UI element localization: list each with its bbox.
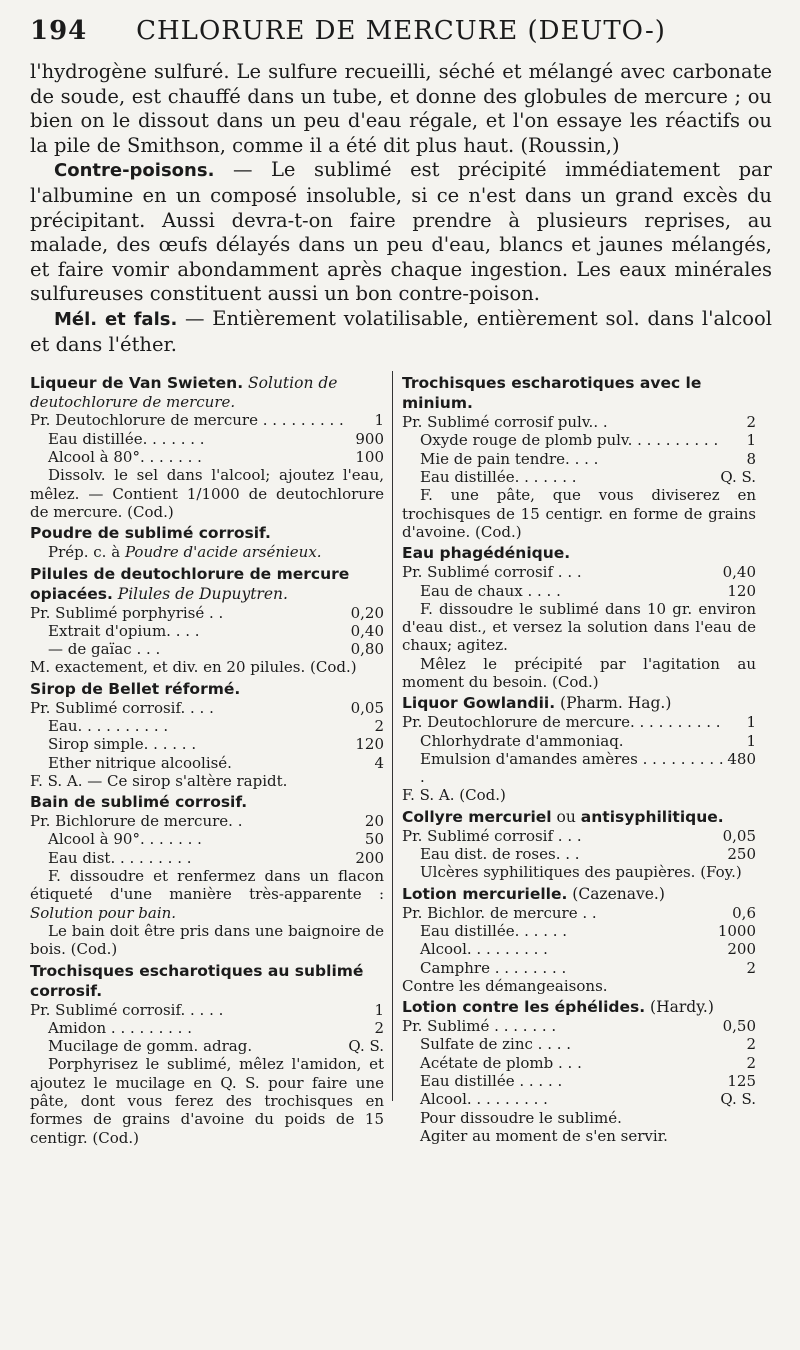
recipe-line: Ether nitrique alcoolisé. 4 — [48, 753, 384, 772]
recipe-line: Pr. Sublimé corrosif. . . . 0,05 — [30, 698, 384, 717]
recipe-line: Pr. Sublimé corrosif . . . 0,05 — [402, 826, 756, 845]
intro-text — [30, 60, 772, 357]
recipe-line: Pr. Deutochlorure de mercure . . . . . . . . . 1 — [30, 411, 384, 430]
entry-title: Eau phagédénique. — [402, 544, 571, 563]
recipe-line: Pr. Sublimé corrosif pulv.. . 2 — [402, 413, 756, 432]
entry-trochisques-sublime — [30, 961, 384, 1147]
recipe-line: Oxyde rouge de plomb pulv. . . . . . . . . . 1 — [420, 431, 756, 450]
entry-text: Dissolv. le sel dans l'alcool; ajoutez l'eau, mêlez. — Contient 1/1000 de deutochlorure de mercure. (Cod.) — [30, 466, 384, 521]
recipe-line: Extrait d'opium. . . . 0,40 — [48, 621, 384, 640]
recipe-line: Pr. Bichlor. de mercure . . 0,6 — [402, 903, 756, 922]
recipe-line: Alcool. . . . . . . . . 200 — [420, 940, 756, 959]
entry-pilules-deutochlorure — [30, 564, 384, 677]
entry-text: Ulcères syphilitiques des paupières. (Foy.) — [420, 863, 742, 882]
mel-fals-text: — Entièrement volatilisable, entièrement sol. dans l'alcool et dans l'éther. — [30, 306, 772, 356]
two-column-formulary — [30, 371, 772, 1147]
entry-title: Liqueur de Van Swieten. Solution de — [30, 374, 338, 393]
recipe-line: Eau distillée. . . . . . 1000 — [420, 921, 756, 940]
recipe-line: Alcool à 90°. . . . . . . 50 — [48, 830, 384, 849]
recipe-line: Pr. Sublimé corrosif. . . . . 1 — [30, 1000, 384, 1019]
recipe-line: Acétate de plomb . . . 2 — [420, 1053, 756, 1072]
recipe-line: Eau dist. de roses. . . 250 — [420, 845, 756, 864]
contre-poisons-text: — Le sublimé est précipité immédiatement par l'albumine en un composé insoluble, si ce n'est dans un grand excès du précipitant. Aussi devra-t-on faire prendre à plusieurs reprises, au malade, des œufs délayés dans un peu d'eau, blancs et jaunes mélangés, et faire vomir abondamment après chaque ingestion. Les eaux minérales sulfureuses constituent aussi un bon contre-poison. — [30, 158, 772, 306]
entry-text: F. une pâte, que vous diviserez en trochisques de 15 centigr. en forme de grains d'avoine. (Cod.) — [402, 486, 756, 541]
recipe-line: Eau de chaux . . . . 120 — [420, 581, 756, 600]
entry-text: Mêlez le précipité par l'agitation au moment du besoin. (Cod.) — [402, 654, 756, 691]
entry-title: Pilules de deutochlorure de mercure opiacées. Pilules de Dupuytren. — [30, 564, 350, 603]
entry-text: F. dissoudre le sublimé dans 10 gr. environ d'eau dist., et versez la solution dans l'eau de chaux; agitez. — [402, 599, 756, 655]
recipe-line: Eau distillée . . . . . 125 — [420, 1072, 756, 1091]
entry-text: F. S. A. — Ce sirop s'altère rapidt. — [30, 771, 288, 790]
recipe-line: Eau. . . . . . . . . . 2 — [48, 716, 384, 735]
entry-title: Collyre mercuriel ou antisyphilitique. — [402, 807, 724, 826]
entry-lotion-mercurielle — [402, 884, 756, 995]
intro-paragraph-1: l'hydrogène sulfuré. Le sulfure recueilli, séché et mélangé avec carbonate de soude, est chauffé dans un tube, et donne des globules de mercure ; ou bien on le dissout dans un peu d'eau régale, et l'on essaye les réactifs ou la pile de Smithson, comme il a été dit plus haut. (Roussin,) — [30, 60, 772, 157]
entry-title: Lotion mercurielle. (Cazenave.) — [402, 884, 665, 903]
entry-text: Porphyrisez le sublimé, mêlez l'amidon, et ajoutez le mucilage en Q. S. pour faire une pâte, dont vous ferez des trochisques en formes de grains d'avoine du poids de 15 centigr. (Cod.) — [30, 1055, 384, 1147]
entry-title: Bain de sublimé corrosif. — [30, 793, 248, 812]
entry-liqueur-van-swieten — [30, 373, 384, 521]
recipe-line: Pr. Sublimé . . . . . . . 0,50 — [402, 1017, 756, 1036]
recipe-line: Eau dist. . . . . . . . . 200 — [48, 848, 384, 867]
recipe-line: — de gaïac . . . 0,80 — [48, 640, 384, 659]
recipe-line: Pr. Deutochlorure de mercure. . . . . . . . . . 1 — [402, 713, 756, 732]
entry-text: F. dissoudre et renfermez dans un flacon étiqueté d'une manière très-apparente : Solution pour bain. — [30, 867, 384, 922]
entry-sirop-bellet — [30, 679, 384, 790]
entry-eau-phagedenique — [402, 543, 756, 691]
entry-trochisques-minium — [402, 373, 756, 541]
recipe-line: Amidon . . . . . . . . . 2 — [48, 1018, 384, 1037]
recipe-line: Sirop simple. . . . . . 120 — [48, 735, 384, 754]
recipe-line: Chlorhydrate d'ammoniaq. 1 — [420, 731, 756, 750]
entry-bain-sublime — [30, 792, 384, 958]
recipe-line: Mucilage de gomm. adrag. Q. S. — [48, 1037, 384, 1056]
entry-text: Prép. c. à Poudre d'acide arsénieux. — [48, 543, 322, 562]
recipe-line: Camphre . . . . . . . . 2 — [420, 958, 756, 977]
entry-text: Contre les démangeaisons. — [402, 976, 608, 995]
recipe-line: Mie de pain tendre. . . . 8 — [420, 449, 756, 468]
entry-lotion-ephelides — [402, 997, 756, 1145]
entry-poudre-sublime — [30, 523, 384, 561]
page-number: 194 — [30, 16, 88, 46]
entry-text: F. S. A. (Cod.) — [402, 786, 506, 805]
entry-text: M. exactement, et div. en 20 pilules. (Cod.) — [30, 658, 357, 677]
entry-collyre-mercuriel — [402, 807, 756, 882]
entry-text: Pour dissoudre le sublimé. — [420, 1108, 622, 1127]
entry-title: Sirop de Bellet réformé. — [30, 679, 241, 698]
entry-text: Agiter au moment de s'en servir. — [420, 1126, 668, 1145]
right-column — [402, 371, 756, 1145]
entry-liquor-gowlandii — [402, 693, 756, 804]
intro-paragraph-3 — [30, 307, 772, 357]
recipe-line: Sulfate de zinc . . . . 2 — [420, 1035, 756, 1054]
recipe-line: Pr. Sublimé porphyrisé . . 0,20 — [30, 603, 384, 622]
entry-title: Lotion contre les éphélides. (Hardy.) — [402, 998, 714, 1017]
mel-fals-heading: Mél. et fals. — [54, 308, 178, 330]
entry-title: Trochisques escharotiques au sublimé corrosif. — [30, 961, 364, 1000]
left-column — [30, 371, 384, 1147]
recipe-line: Emulsion d'amandes amères . . . . . . . . . . 480 — [420, 749, 756, 787]
page-title: CHLORURE DE MERCURE (DEUTO-) — [136, 16, 666, 46]
page — [30, 14, 772, 1147]
contre-poisons-heading: Contre-poisons. — [54, 160, 215, 182]
recipe-line: Alcool. . . . . . . . . Q. S. — [420, 1090, 756, 1109]
intro-paragraph-2 — [30, 158, 772, 307]
entry-subtitle: deutochlorure de mercure. — [30, 393, 236, 412]
entry-text: Le bain doit être pris dans une baignoire de bois. (Cod.) — [30, 921, 384, 959]
entry-title: Trochisques escharotiques avec le minium. — [402, 374, 702, 413]
recipe-line: Alcool à 80°. . . . . . . 100 — [48, 448, 384, 467]
recipe-line: Pr. Sublimé corrosif . . . 0,40 — [402, 563, 756, 582]
entry-title: Liquor Gowlandii. (Pharm. Hag.) — [402, 694, 672, 713]
recipe-line: Eau distillée. . . . . . . Q. S. — [420, 468, 756, 487]
entry-title: Poudre de sublimé corrosif. — [30, 524, 271, 543]
recipe-line: Eau distillée. . . . . . . 900 — [48, 429, 384, 448]
column-divider — [392, 371, 393, 1101]
running-header — [30, 14, 772, 58]
recipe-line: Pr. Bichlorure de mercure. . 20 — [30, 812, 384, 831]
